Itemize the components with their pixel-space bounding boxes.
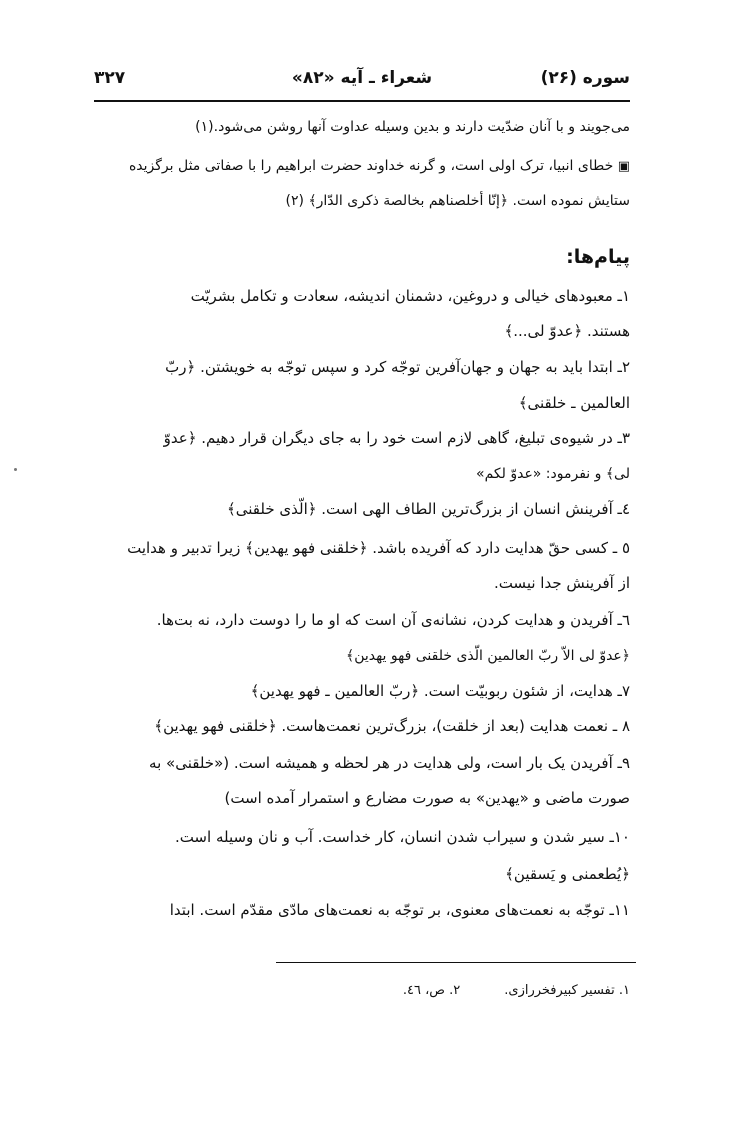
footnotes (94, 983, 630, 998)
message-line: لی﴾ و نفرمود: «عدوّ لکم» (476, 466, 630, 482)
margin-speck (14, 468, 17, 471)
footnote-rule (276, 962, 636, 963)
surah-label: سوره (۲۶) (540, 68, 630, 88)
message-line: ۱ـ معبودهای خیالی و دروغین، دشمنان اندیشه، سعادت و تکامل بشریّت (190, 287, 630, 305)
message-line: صورت ماضی و «یهدین» به صورت مضارع و استمرار آمده است) (224, 789, 630, 807)
message-line: العالمین ـ خلقنی﴾ (518, 394, 630, 412)
messages-heading: پیام‌ها: (566, 246, 630, 268)
message-line: ۲ـ ابتدا باید به جهان و جهان‌آفرین توجّه کرد و سپس توجّه به خویشتن. ﴿ربّ (165, 358, 630, 376)
message-line: ٥ ـ کسی حقّ هدایت دارد که آفریده باشد. ﴿خلقنی فهو یهدین﴾ زیرا تدبیر و هدایت (127, 539, 630, 557)
message-line: ۱۱ـ توجّه به نعمت‌های معنوی، بر توجّه به نعمت‌های مادّی مقدّم است. ابتدا (169, 901, 630, 919)
message-line: ﴿یُطعمنی و یَسقین﴾ (505, 865, 630, 883)
bullet-square-icon: ▣ (617, 159, 630, 174)
intro-line-1: می‌جویند و با آنان ضدّیت دارند و بدین وسیله عداوت آنها روشن می‌شود.(۱) (195, 119, 630, 135)
message-line: ۷ـ هدایت، از شئون ربوبیّت است. ﴿ربّ العالمین ـ فهو یهدین﴾ (250, 682, 630, 700)
message-line: ﴿عدوّ لی الاّ ربّ العالمین الّذی خلقنی فهو یهدین﴾ (346, 648, 630, 664)
message-line: ۱۰ـ سیر شدن و سیراب شدن انسان، کار خداست. آب و نان وسیله است. (174, 828, 630, 846)
intro-line-3: ستایش نموده است. ﴿إنّا أخلصناهم بخالصة ذکری الدّار﴾ (۲) (285, 193, 630, 209)
message-line: ۳ـ در شیوه‌ی تبلیغ، گاهی لازم است خود را به جای دیگران قرار دهیم. ﴿عدوّ (163, 429, 630, 447)
header-rule (94, 100, 630, 102)
message-line: ۹ـ آفریدن یک بار است، ولی هدایت در هر لحظه و همیشه است. («خلقنی» به (149, 754, 630, 772)
page-number: ۳۲۷ (94, 68, 126, 88)
message-line: از آفرینش جدا نیست. (493, 574, 630, 592)
header-title: شعراء ـ آیه «۸۲» (291, 68, 433, 88)
intro-line-2-text: خطای انبیا، ترک اولی است، و گرنه خداوند حضرت ابراهیم را با صفاتی مثل برگزیده (128, 158, 614, 174)
footnote-2: ۲. ص، ٤٦. (402, 983, 461, 998)
intro-line-2 (94, 155, 630, 178)
message-line: ٤ـ آفرینش انسان از بزرگ‌ترین الطاف الهی است. ﴿الّذی خلقنی﴾ (226, 500, 630, 518)
page-header (94, 68, 630, 98)
message-line: ٦ـ آفریدن و هدایت کردن، نشانه‌ی آن است که او ما را دوست دارد، نه بت‌ها. (156, 611, 630, 629)
message-line: هستند. ﴿عدوّ لی...﴾ (504, 322, 630, 340)
message-line: ۸ ـ نعمت هدایت (بعد از خلقت)، بزرگ‌ترین نعمت‌هاست. ﴿خلقنی فهو یهدین﴾ (154, 717, 630, 735)
footnote-1: ۱. تفسیر کبیرفخررازی. (504, 983, 630, 998)
